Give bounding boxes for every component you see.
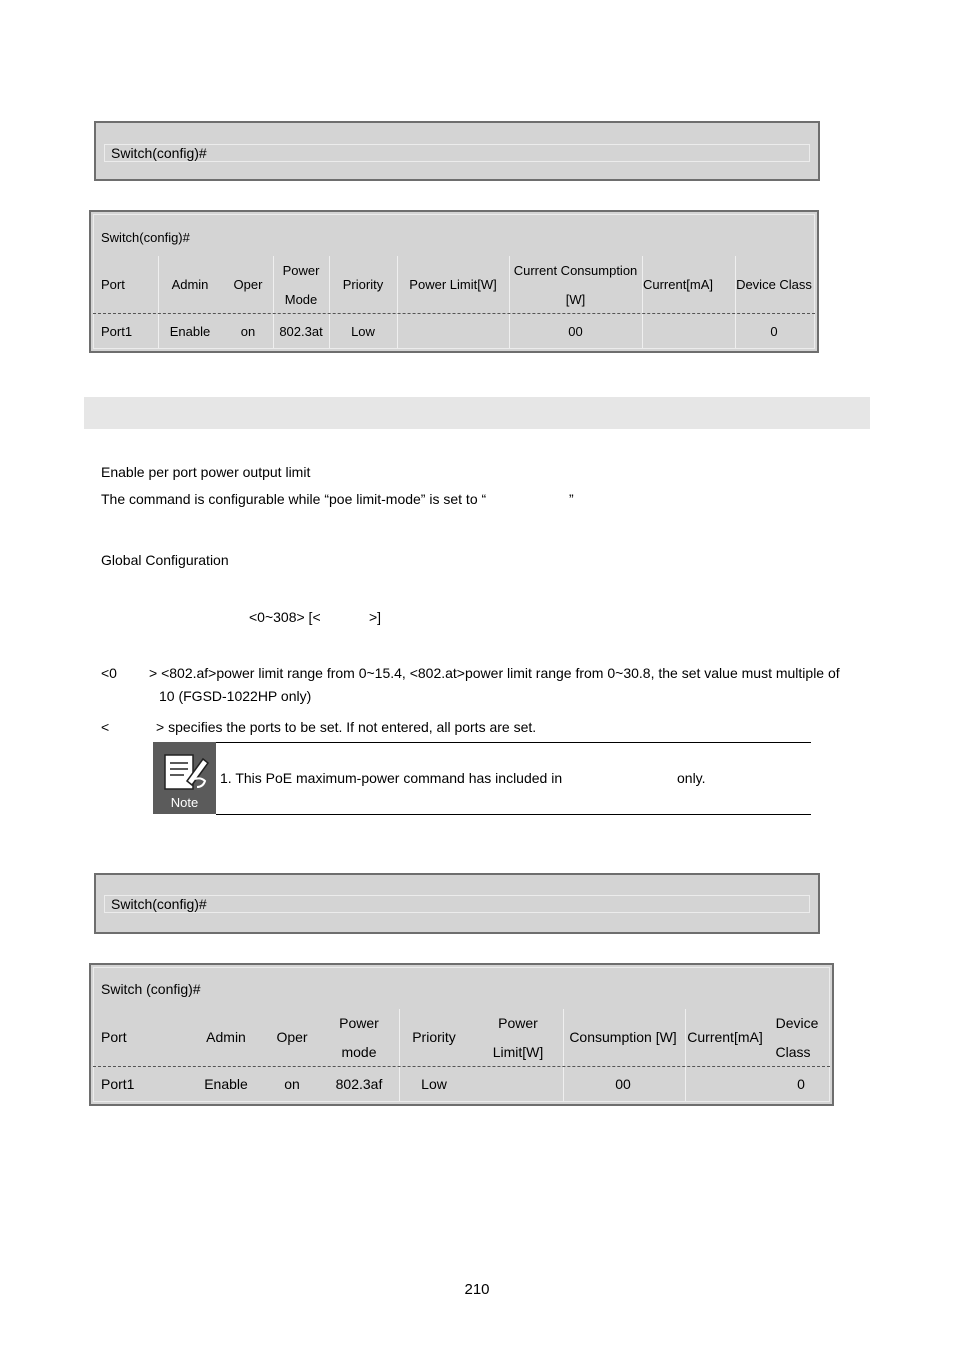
note-text-end: only. bbox=[677, 770, 706, 786]
cell-power-limit bbox=[483, 1069, 553, 1099]
cell-device-class: 0 bbox=[770, 323, 778, 339]
note-label: Note bbox=[170, 795, 199, 810]
header-device-class: Device Class bbox=[736, 277, 812, 292]
cell-admin: Enable bbox=[204, 1075, 248, 1092]
table-prompt: Switch (config)# bbox=[101, 980, 201, 997]
cell-device-class: 0 bbox=[797, 1075, 805, 1092]
cell-port: Port1 bbox=[101, 1075, 135, 1092]
param-1-desc: > <802.af>power limit range from 0~15.4, <802.at>power limit range from 0~30.8, the set value must multiple of bbox=[149, 665, 840, 681]
section-banner bbox=[84, 397, 870, 429]
header-mode: mode bbox=[341, 1044, 377, 1060]
cell-consumption: 00 bbox=[568, 323, 583, 339]
command-box-1 bbox=[94, 121, 820, 181]
header-admin: Admin bbox=[206, 1029, 246, 1045]
note-top-rule bbox=[216, 742, 811, 743]
param-1-open: <0 bbox=[101, 665, 117, 681]
cell-current bbox=[642, 316, 735, 346]
header-power: Power bbox=[339, 1015, 379, 1031]
command-prompt bbox=[104, 895, 810, 913]
header-current: Current[mA] bbox=[687, 1029, 763, 1045]
cell-priority: Low bbox=[421, 1075, 447, 1092]
header-mode: Mode bbox=[284, 292, 318, 307]
cell-oper: on bbox=[240, 323, 256, 339]
command-box-2 bbox=[94, 873, 820, 934]
header-consumption: Current Consumption bbox=[513, 263, 638, 278]
row-divider bbox=[93, 313, 815, 314]
cell-priority: Low bbox=[351, 323, 375, 339]
header-oper: Oper bbox=[276, 1029, 308, 1045]
cell-mode: 802.3at bbox=[279, 323, 323, 339]
row-divider bbox=[93, 1066, 830, 1067]
prompt-text: Switch(config)# bbox=[111, 896, 207, 912]
description-text: The command is configurable while “poe limit-mode” is set to “ bbox=[101, 491, 487, 507]
header-consumption-unit: [W] bbox=[565, 292, 586, 307]
cell-oper: on bbox=[284, 1075, 300, 1092]
note-bottom-rule bbox=[216, 814, 811, 815]
param-2-open: < bbox=[101, 719, 110, 735]
syntax-end: >] bbox=[369, 609, 382, 625]
command-prompt bbox=[104, 144, 810, 162]
pencil-paper-icon bbox=[159, 751, 211, 795]
header-power-limit-unit: Limit[W] bbox=[492, 1044, 544, 1060]
cell-port: Port1 bbox=[101, 323, 133, 339]
table-prompt: Switch(config)# bbox=[101, 229, 190, 245]
header-power-limit: Power bbox=[498, 1015, 538, 1031]
cell-current bbox=[685, 1069, 765, 1099]
header-admin: Admin bbox=[171, 277, 209, 292]
output-table-2 bbox=[89, 963, 834, 1106]
page-number: 210 bbox=[464, 1281, 490, 1298]
syntax-text: <0~308> [< bbox=[249, 609, 321, 625]
header-priority: Priority bbox=[412, 1029, 456, 1045]
cell-mode: 802.3af bbox=[335, 1075, 383, 1092]
header-port: Port bbox=[101, 1029, 127, 1045]
header-power-limit: Power Limit[W] bbox=[409, 277, 497, 292]
note-icon bbox=[153, 742, 216, 814]
param-1-desc-cont: 10 (FGSD-1022HP only) bbox=[159, 688, 312, 704]
prompt-text: Switch(config)# bbox=[111, 145, 207, 161]
header-oper: Oper bbox=[233, 277, 263, 292]
note-text: 1. This PoE maximum-power command has included in bbox=[220, 770, 563, 786]
header-device: Device bbox=[775, 1015, 819, 1031]
header-current: Current[mA] bbox=[642, 277, 714, 292]
param-2-desc: > specifies the ports to be set. If not entered, all ports are set. bbox=[156, 719, 537, 735]
output-table-1 bbox=[89, 210, 819, 353]
mode-text: Global Configuration bbox=[101, 552, 229, 568]
header-consumption: Consumption [W] bbox=[569, 1029, 677, 1045]
description-line-1: Enable per port power output limit bbox=[101, 464, 311, 480]
header-port: Port bbox=[101, 277, 125, 292]
cell-power-limit bbox=[397, 316, 509, 346]
header-priority: Priority bbox=[342, 277, 384, 292]
header-power: Power bbox=[282, 263, 320, 278]
header-class: Class bbox=[775, 1044, 811, 1060]
description-line-2 bbox=[101, 489, 486, 509]
description-close-quote: ” bbox=[569, 491, 574, 507]
cell-consumption: 00 bbox=[615, 1075, 631, 1092]
cell-admin: Enable bbox=[169, 323, 211, 339]
